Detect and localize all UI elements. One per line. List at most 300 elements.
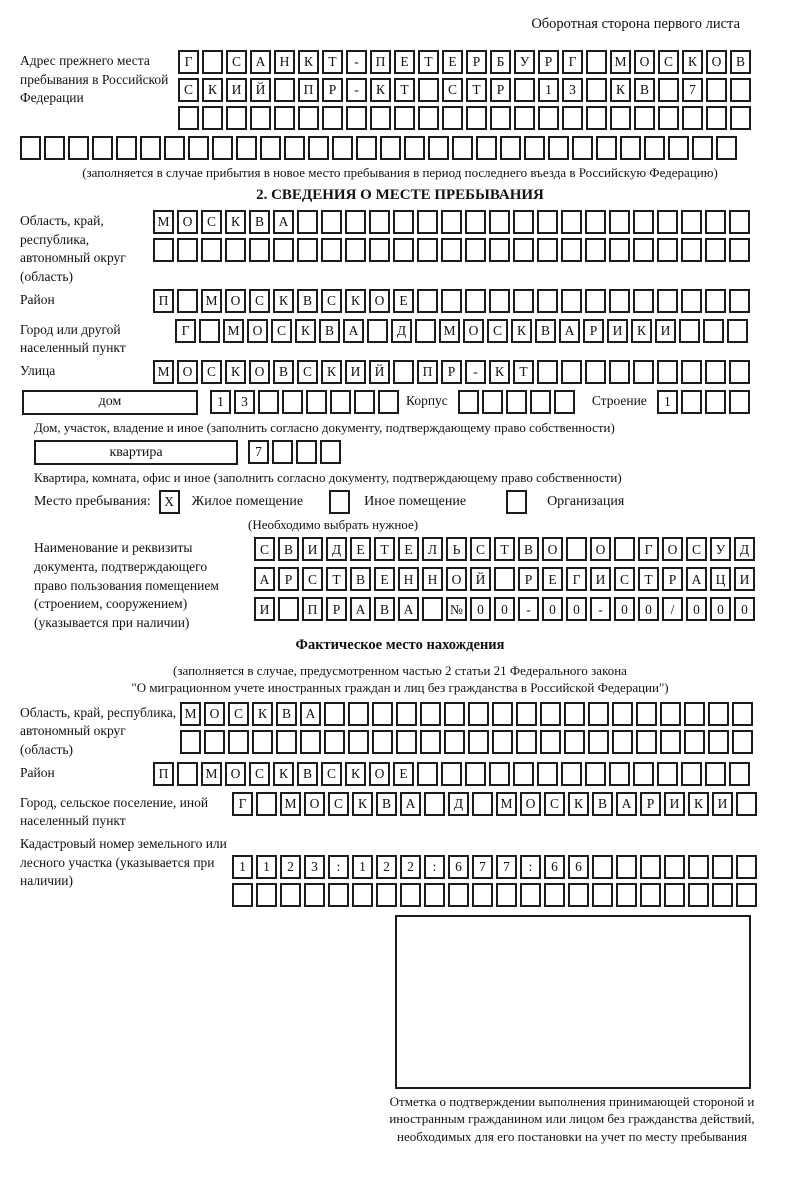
char-cell[interactable]: В	[297, 762, 318, 786]
char-cell[interactable]	[482, 390, 503, 414]
char-cell[interactable]: 0	[542, 597, 563, 621]
char-cell[interactable]	[561, 762, 582, 786]
char-cell[interactable]: В	[278, 537, 299, 561]
char-cell[interactable]	[614, 537, 635, 561]
char-cell[interactable]: 3	[234, 390, 255, 414]
char-cell[interactable]: О	[225, 762, 246, 786]
char-cell[interactable]	[681, 762, 702, 786]
char-cell[interactable]: К	[202, 78, 223, 102]
char-cell[interactable]	[705, 360, 726, 384]
char-cell[interactable]: 6	[544, 855, 565, 879]
char-cell[interactable]: С	[201, 210, 222, 234]
char-cell[interactable]	[212, 136, 233, 160]
char-cell[interactable]: С	[302, 567, 323, 591]
char-cell[interactable]	[609, 238, 630, 262]
char-cell[interactable]	[428, 136, 449, 160]
char-cell[interactable]: 1	[232, 855, 253, 879]
char-cell[interactable]: М	[496, 792, 517, 816]
char-cell[interactable]: 1	[657, 390, 678, 414]
char-cell[interactable]: С	[228, 702, 249, 726]
char-cell[interactable]	[592, 855, 613, 879]
char-cell[interactable]	[708, 730, 729, 754]
char-cell[interactable]: А	[300, 702, 321, 726]
char-cell[interactable]	[465, 762, 486, 786]
char-cell[interactable]	[633, 762, 654, 786]
char-cell[interactable]	[201, 238, 222, 262]
stay-type-checkbox-inoe[interactable]	[329, 490, 350, 514]
char-cell[interactable]: -	[518, 597, 539, 621]
char-cell[interactable]	[506, 390, 527, 414]
char-cell[interactable]	[308, 136, 329, 160]
char-cell[interactable]: 1	[210, 390, 231, 414]
char-cell[interactable]	[260, 136, 281, 160]
char-cell[interactable]: -	[465, 360, 486, 384]
char-cell[interactable]: И	[664, 792, 685, 816]
char-cell[interactable]	[729, 210, 750, 234]
char-cell[interactable]	[370, 106, 391, 130]
char-cell[interactable]: Д	[391, 319, 412, 343]
char-cell[interactable]: И	[345, 360, 366, 384]
char-cell[interactable]: В	[297, 289, 318, 313]
char-cell[interactable]	[513, 210, 534, 234]
char-cell[interactable]: 0	[638, 597, 659, 621]
char-cell[interactable]: И	[302, 537, 323, 561]
char-cell[interactable]: А	[400, 792, 421, 816]
char-cell[interactable]: К	[225, 210, 246, 234]
char-cell[interactable]	[92, 136, 113, 160]
char-cell[interactable]: С	[321, 762, 342, 786]
char-cell[interactable]	[278, 597, 299, 621]
char-cell[interactable]	[712, 883, 733, 907]
char-cell[interactable]	[524, 136, 545, 160]
char-cell[interactable]: В	[273, 360, 294, 384]
char-cell[interactable]: Р	[322, 78, 343, 102]
char-cell[interactable]	[324, 702, 345, 726]
char-cell[interactable]	[705, 238, 726, 262]
char-cell[interactable]: С	[487, 319, 508, 343]
char-cell[interactable]: Д	[734, 537, 755, 561]
char-cell[interactable]: 0	[686, 597, 707, 621]
char-cell[interactable]: О	[634, 50, 655, 74]
char-cell[interactable]: М	[280, 792, 301, 816]
char-cell[interactable]	[393, 360, 414, 384]
char-cell[interactable]: О	[590, 537, 611, 561]
char-cell[interactable]	[400, 883, 421, 907]
char-cell[interactable]: 6	[448, 855, 469, 879]
char-cell[interactable]	[356, 136, 377, 160]
char-cell[interactable]: 7	[496, 855, 517, 879]
char-cell[interactable]: 3	[304, 855, 325, 879]
char-cell[interactable]: Т	[322, 50, 343, 74]
char-cell[interactable]: С	[470, 537, 491, 561]
char-cell[interactable]: Т	[374, 537, 395, 561]
char-cell[interactable]: Й	[369, 360, 390, 384]
char-cell[interactable]: К	[295, 319, 316, 343]
char-cell[interactable]: А	[559, 319, 580, 343]
char-cell[interactable]: №	[446, 597, 467, 621]
char-cell[interactable]: В	[350, 567, 371, 591]
char-cell[interactable]: :	[520, 855, 541, 879]
char-cell[interactable]: Р	[538, 50, 559, 74]
char-cell[interactable]: С	[321, 289, 342, 313]
char-cell[interactable]	[544, 883, 565, 907]
char-cell[interactable]	[729, 238, 750, 262]
char-cell[interactable]	[658, 78, 679, 102]
char-cell[interactable]	[367, 319, 388, 343]
char-cell[interactable]: В	[634, 78, 655, 102]
char-cell[interactable]	[562, 106, 583, 130]
char-cell[interactable]: М	[439, 319, 460, 343]
char-cell[interactable]	[585, 762, 606, 786]
char-cell[interactable]: Е	[393, 762, 414, 786]
char-cell[interactable]: П	[302, 597, 323, 621]
char-cell[interactable]: А	[254, 567, 275, 591]
char-cell[interactable]: 1	[538, 78, 559, 102]
char-cell[interactable]	[490, 106, 511, 130]
char-cell[interactable]: Д	[448, 792, 469, 816]
char-cell[interactable]	[586, 106, 607, 130]
char-cell[interactable]	[298, 106, 319, 130]
char-cell[interactable]: Р	[278, 567, 299, 591]
char-cell[interactable]: Т	[466, 78, 487, 102]
char-cell[interactable]	[372, 730, 393, 754]
char-cell[interactable]	[692, 136, 713, 160]
char-cell[interactable]: 7	[472, 855, 493, 879]
char-cell[interactable]	[561, 360, 582, 384]
char-cell[interactable]	[297, 238, 318, 262]
char-cell[interactable]	[417, 210, 438, 234]
char-cell[interactable]	[306, 390, 327, 414]
char-cell[interactable]	[540, 730, 561, 754]
char-cell[interactable]	[284, 136, 305, 160]
char-cell[interactable]	[585, 210, 606, 234]
char-cell[interactable]	[164, 136, 185, 160]
char-cell[interactable]	[202, 50, 223, 74]
char-cell[interactable]: А	[350, 597, 371, 621]
char-cell[interactable]: И	[590, 567, 611, 591]
char-cell[interactable]: Т	[418, 50, 439, 74]
char-cell[interactable]	[320, 440, 341, 464]
char-cell[interactable]: Т	[394, 78, 415, 102]
char-cell[interactable]: 0	[734, 597, 755, 621]
char-cell[interactable]	[520, 883, 541, 907]
char-cell[interactable]: К	[225, 360, 246, 384]
char-cell[interactable]: О	[177, 360, 198, 384]
char-cell[interactable]: О	[204, 702, 225, 726]
char-cell[interactable]: О	[520, 792, 541, 816]
char-cell[interactable]: К	[298, 50, 319, 74]
char-cell[interactable]: Г	[175, 319, 196, 343]
char-cell[interactable]: К	[321, 360, 342, 384]
char-cell[interactable]: С	[614, 567, 635, 591]
char-cell[interactable]	[468, 702, 489, 726]
char-cell[interactable]	[592, 883, 613, 907]
char-cell[interactable]	[441, 289, 462, 313]
char-cell[interactable]	[472, 792, 493, 816]
char-cell[interactable]	[250, 106, 271, 130]
char-cell[interactable]	[657, 238, 678, 262]
char-cell[interactable]: 0	[470, 597, 491, 621]
char-cell[interactable]	[225, 238, 246, 262]
char-cell[interactable]: О	[369, 289, 390, 313]
char-cell[interactable]	[68, 136, 89, 160]
char-cell[interactable]: К	[631, 319, 652, 343]
char-cell[interactable]: А	[686, 567, 707, 591]
char-cell[interactable]: У	[514, 50, 535, 74]
char-cell[interactable]	[492, 730, 513, 754]
char-cell[interactable]	[188, 136, 209, 160]
char-cell[interactable]: К	[489, 360, 510, 384]
char-cell[interactable]: К	[345, 762, 366, 786]
char-cell[interactable]	[352, 883, 373, 907]
char-cell[interactable]: И	[607, 319, 628, 343]
char-cell[interactable]	[140, 136, 161, 160]
char-cell[interactable]: Г	[566, 567, 587, 591]
char-cell[interactable]	[380, 136, 401, 160]
char-cell[interactable]: М	[153, 360, 174, 384]
char-cell[interactable]	[681, 238, 702, 262]
char-cell[interactable]	[516, 702, 537, 726]
char-cell[interactable]	[554, 390, 575, 414]
char-cell[interactable]: 1	[256, 855, 277, 879]
char-cell[interactable]	[586, 50, 607, 74]
char-cell[interactable]	[706, 106, 727, 130]
char-cell[interactable]: Н	[422, 567, 443, 591]
char-cell[interactable]: К	[273, 762, 294, 786]
char-cell[interactable]	[729, 762, 750, 786]
char-cell[interactable]: Р	[583, 319, 604, 343]
char-cell[interactable]	[226, 106, 247, 130]
char-cell[interactable]	[249, 238, 270, 262]
char-cell[interactable]: С	[442, 78, 463, 102]
char-cell[interactable]	[620, 136, 641, 160]
char-cell[interactable]	[657, 210, 678, 234]
char-cell[interactable]	[682, 106, 703, 130]
char-cell[interactable]: А	[250, 50, 271, 74]
char-cell[interactable]	[588, 730, 609, 754]
char-cell[interactable]: О	[304, 792, 325, 816]
char-cell[interactable]	[276, 730, 297, 754]
char-cell[interactable]	[489, 289, 510, 313]
char-cell[interactable]	[378, 390, 399, 414]
char-cell[interactable]	[300, 730, 321, 754]
char-cell[interactable]	[727, 319, 748, 343]
char-cell[interactable]	[304, 883, 325, 907]
char-cell[interactable]	[180, 730, 201, 754]
char-cell[interactable]: Н	[274, 50, 295, 74]
char-cell[interactable]	[322, 106, 343, 130]
char-cell[interactable]	[703, 319, 724, 343]
char-cell[interactable]	[736, 855, 757, 879]
char-cell[interactable]	[585, 360, 606, 384]
char-cell[interactable]: П	[153, 762, 174, 786]
char-cell[interactable]	[730, 78, 751, 102]
char-cell[interactable]: Е	[398, 537, 419, 561]
char-cell[interactable]	[548, 136, 569, 160]
char-cell[interactable]: -	[590, 597, 611, 621]
char-cell[interactable]	[513, 238, 534, 262]
char-cell[interactable]	[585, 289, 606, 313]
char-cell[interactable]	[609, 762, 630, 786]
char-cell[interactable]	[729, 289, 750, 313]
char-cell[interactable]	[252, 730, 273, 754]
char-cell[interactable]	[418, 78, 439, 102]
char-cell[interactable]	[369, 238, 390, 262]
char-cell[interactable]: В	[730, 50, 751, 74]
char-cell[interactable]	[564, 730, 585, 754]
char-cell[interactable]	[537, 210, 558, 234]
char-cell[interactable]: С	[249, 289, 270, 313]
char-cell[interactable]	[441, 238, 462, 262]
char-cell[interactable]: 0	[566, 597, 587, 621]
char-cell[interactable]	[612, 730, 633, 754]
char-cell[interactable]	[513, 289, 534, 313]
char-cell[interactable]: Р	[662, 567, 683, 591]
char-cell[interactable]	[417, 762, 438, 786]
char-cell[interactable]: 0	[494, 597, 515, 621]
char-cell[interactable]: В	[249, 210, 270, 234]
char-cell[interactable]: Р	[441, 360, 462, 384]
char-cell[interactable]	[324, 730, 345, 754]
char-cell[interactable]: 3	[562, 78, 583, 102]
char-cell[interactable]	[332, 136, 353, 160]
char-cell[interactable]	[328, 883, 349, 907]
char-cell[interactable]	[369, 210, 390, 234]
char-cell[interactable]	[681, 210, 702, 234]
char-cell[interactable]	[732, 702, 753, 726]
char-cell[interactable]: :	[328, 855, 349, 879]
char-cell[interactable]	[448, 883, 469, 907]
char-cell[interactable]	[20, 136, 41, 160]
char-cell[interactable]	[657, 762, 678, 786]
char-cell[interactable]	[418, 106, 439, 130]
char-cell[interactable]: П	[153, 289, 174, 313]
char-cell[interactable]	[321, 210, 342, 234]
apartment-box[interactable]: квартира	[34, 440, 238, 465]
char-cell[interactable]: Т	[513, 360, 534, 384]
char-cell[interactable]	[394, 106, 415, 130]
char-cell[interactable]	[664, 883, 685, 907]
char-cell[interactable]	[444, 730, 465, 754]
char-cell[interactable]: Е	[542, 567, 563, 591]
char-cell[interactable]	[681, 390, 702, 414]
char-cell[interactable]: К	[610, 78, 631, 102]
char-cell[interactable]	[420, 702, 441, 726]
char-cell[interactable]: О	[249, 360, 270, 384]
char-cell[interactable]	[321, 238, 342, 262]
char-cell[interactable]: П	[298, 78, 319, 102]
char-cell[interactable]	[616, 855, 637, 879]
char-cell[interactable]: Е	[394, 50, 415, 74]
char-cell[interactable]	[177, 238, 198, 262]
char-cell[interactable]: К	[352, 792, 373, 816]
char-cell[interactable]: Т	[638, 567, 659, 591]
char-cell[interactable]	[297, 210, 318, 234]
char-cell[interactable]	[612, 702, 633, 726]
char-cell[interactable]	[330, 390, 351, 414]
char-cell[interactable]	[633, 210, 654, 234]
char-cell[interactable]	[273, 238, 294, 262]
char-cell[interactable]	[296, 440, 317, 464]
char-cell[interactable]	[202, 106, 223, 130]
char-cell[interactable]	[530, 390, 551, 414]
char-cell[interactable]: С	[544, 792, 565, 816]
char-cell[interactable]: К	[511, 319, 532, 343]
char-cell[interactable]	[658, 106, 679, 130]
char-cell[interactable]: А	[616, 792, 637, 816]
char-cell[interactable]	[736, 792, 757, 816]
char-cell[interactable]	[345, 210, 366, 234]
char-cell[interactable]	[572, 136, 593, 160]
char-cell[interactable]	[729, 390, 750, 414]
char-cell[interactable]	[282, 390, 303, 414]
char-cell[interactable]: И	[655, 319, 676, 343]
char-cell[interactable]: М	[201, 289, 222, 313]
char-cell[interactable]	[636, 730, 657, 754]
char-cell[interactable]: В	[319, 319, 340, 343]
char-cell[interactable]: И	[226, 78, 247, 102]
char-cell[interactable]: Р	[466, 50, 487, 74]
char-cell[interactable]	[232, 883, 253, 907]
char-cell[interactable]: Г	[178, 50, 199, 74]
char-cell[interactable]	[420, 730, 441, 754]
char-cell[interactable]	[348, 702, 369, 726]
char-cell[interactable]	[705, 289, 726, 313]
char-cell[interactable]: О	[177, 210, 198, 234]
char-cell[interactable]	[537, 762, 558, 786]
char-cell[interactable]	[732, 730, 753, 754]
char-cell[interactable]	[681, 360, 702, 384]
char-cell[interactable]: О	[706, 50, 727, 74]
char-cell[interactable]	[705, 210, 726, 234]
char-cell[interactable]: И	[712, 792, 733, 816]
char-cell[interactable]	[640, 855, 661, 879]
char-cell[interactable]	[640, 883, 661, 907]
char-cell[interactable]: Г	[232, 792, 253, 816]
char-cell[interactable]	[422, 597, 443, 621]
char-cell[interactable]	[228, 730, 249, 754]
char-cell[interactable]	[716, 136, 737, 160]
char-cell[interactable]: Е	[374, 567, 395, 591]
char-cell[interactable]	[610, 106, 631, 130]
char-cell[interactable]	[561, 238, 582, 262]
char-cell[interactable]	[489, 762, 510, 786]
char-cell[interactable]	[424, 792, 445, 816]
char-cell[interactable]	[616, 883, 637, 907]
char-cell[interactable]	[441, 210, 462, 234]
char-cell[interactable]	[452, 136, 473, 160]
char-cell[interactable]: С	[271, 319, 292, 343]
char-cell[interactable]: Г	[638, 537, 659, 561]
char-cell[interactable]: О	[247, 319, 268, 343]
char-cell[interactable]: Й	[250, 78, 271, 102]
char-cell[interactable]: Р	[326, 597, 347, 621]
char-cell[interactable]	[568, 883, 589, 907]
char-cell[interactable]	[561, 210, 582, 234]
char-cell[interactable]	[417, 238, 438, 262]
char-cell[interactable]: С	[658, 50, 679, 74]
char-cell[interactable]	[177, 289, 198, 313]
char-cell[interactable]	[274, 106, 295, 130]
char-cell[interactable]	[681, 289, 702, 313]
char-cell[interactable]: Е	[393, 289, 414, 313]
char-cell[interactable]	[561, 289, 582, 313]
char-cell[interactable]	[256, 792, 277, 816]
char-cell[interactable]: К	[345, 289, 366, 313]
char-cell[interactable]	[417, 289, 438, 313]
char-cell[interactable]: О	[369, 762, 390, 786]
char-cell[interactable]: Д	[326, 537, 347, 561]
